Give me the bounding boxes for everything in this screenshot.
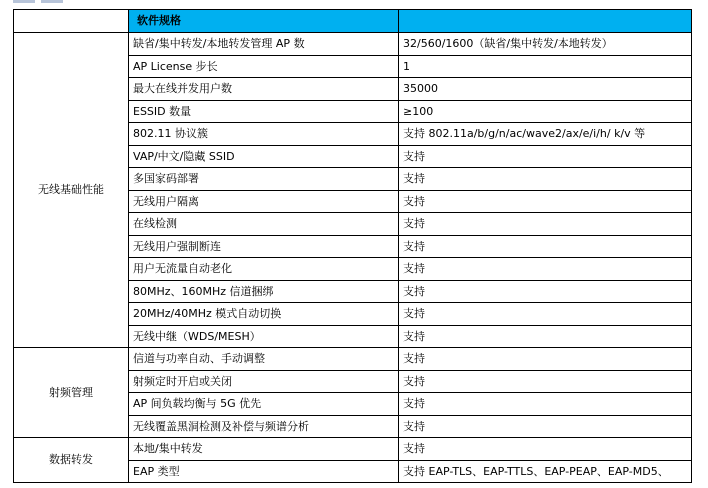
category-cell: 无线基础性能 (14, 33, 129, 348)
value-cell: 支持 (399, 370, 692, 393)
value-cell: 支持 (399, 190, 692, 213)
table-body (14, 33, 692, 483)
spec-cell: ESSID 数量 (129, 100, 399, 123)
header-value-cell (399, 10, 692, 33)
spec-cell: 在线检测 (129, 213, 399, 236)
spec-cell: 无线中继（WDS/MESH） (129, 325, 399, 348)
value-cell: 支持 (399, 393, 692, 416)
value-cell: 支持 (399, 168, 692, 191)
spec-table (13, 9, 692, 483)
category-cell: 数据转发 (14, 438, 129, 483)
value-cell: 支持 (399, 235, 692, 258)
spec-cell: 本地/集中转发 (129, 438, 399, 461)
spec-cell: 80MHz、160MHz 信道捆绑 (129, 280, 399, 303)
spec-cell: AP 间负载均衡与 5G 优先 (129, 393, 399, 416)
header-row (14, 10, 692, 33)
value-cell: 支持 (399, 348, 692, 371)
value-cell: 支持 (399, 303, 692, 326)
value-cell: 支持 (399, 325, 692, 348)
table-row (14, 438, 692, 461)
header-category-cell (14, 10, 129, 33)
spec-cell: AP License 步长 (129, 55, 399, 78)
spec-cell: 用户无流量自动老化 (129, 258, 399, 281)
spec-cell: 无线用户强制断连 (129, 235, 399, 258)
spec-cell: 射频定时开启或关闭 (129, 370, 399, 393)
spec-cell: 信道与功率自动、手动调整 (129, 348, 399, 371)
spec-cell: 无线覆盖黑洞检测及补偿与频谱分析 (129, 415, 399, 438)
value-cell: 支持 EAP-TLS、EAP-TTLS、EAP-PEAP、EAP-MD5、 (399, 460, 692, 483)
spec-cell: 多国家码部署 (129, 168, 399, 191)
value-cell: 支持 (399, 258, 692, 281)
value-cell: 支持 (399, 280, 692, 303)
spec-cell: VAP/中文/隐藏 SSID (129, 145, 399, 168)
value-cell: 支持 (399, 438, 692, 461)
spec-cell: EAP 类型 (129, 460, 399, 483)
value-cell: ≥100 (399, 100, 692, 123)
spec-cell: 最大在线并发用户数 (129, 78, 399, 101)
category-cell: 射频管理 (14, 348, 129, 438)
table-row (14, 348, 692, 371)
header-spec-cell: 软件规格 (129, 10, 399, 33)
value-cell: 1 (399, 55, 692, 78)
table-row (14, 33, 692, 56)
value-cell: 35000 (399, 78, 692, 101)
spec-cell: 缺省/集中转发/本地转发管理 AP 数 (129, 33, 399, 56)
value-cell: 支持 (399, 213, 692, 236)
spec-cell: 802.11 协议簇 (129, 123, 399, 146)
value-cell: 32/560/1600（缺省/集中转发/本地转发） (399, 33, 692, 56)
value-cell: 支持 (399, 415, 692, 438)
value-cell: 支持 802.11a/b/g/n/ac/wave2/ax/e/i/h/ k/v 等 (399, 123, 692, 146)
value-cell: 支持 (399, 145, 692, 168)
top-decoration (13, 0, 73, 3)
spec-cell: 无线用户隔离 (129, 190, 399, 213)
spec-cell: 20MHz/40MHz 模式自动切换 (129, 303, 399, 326)
